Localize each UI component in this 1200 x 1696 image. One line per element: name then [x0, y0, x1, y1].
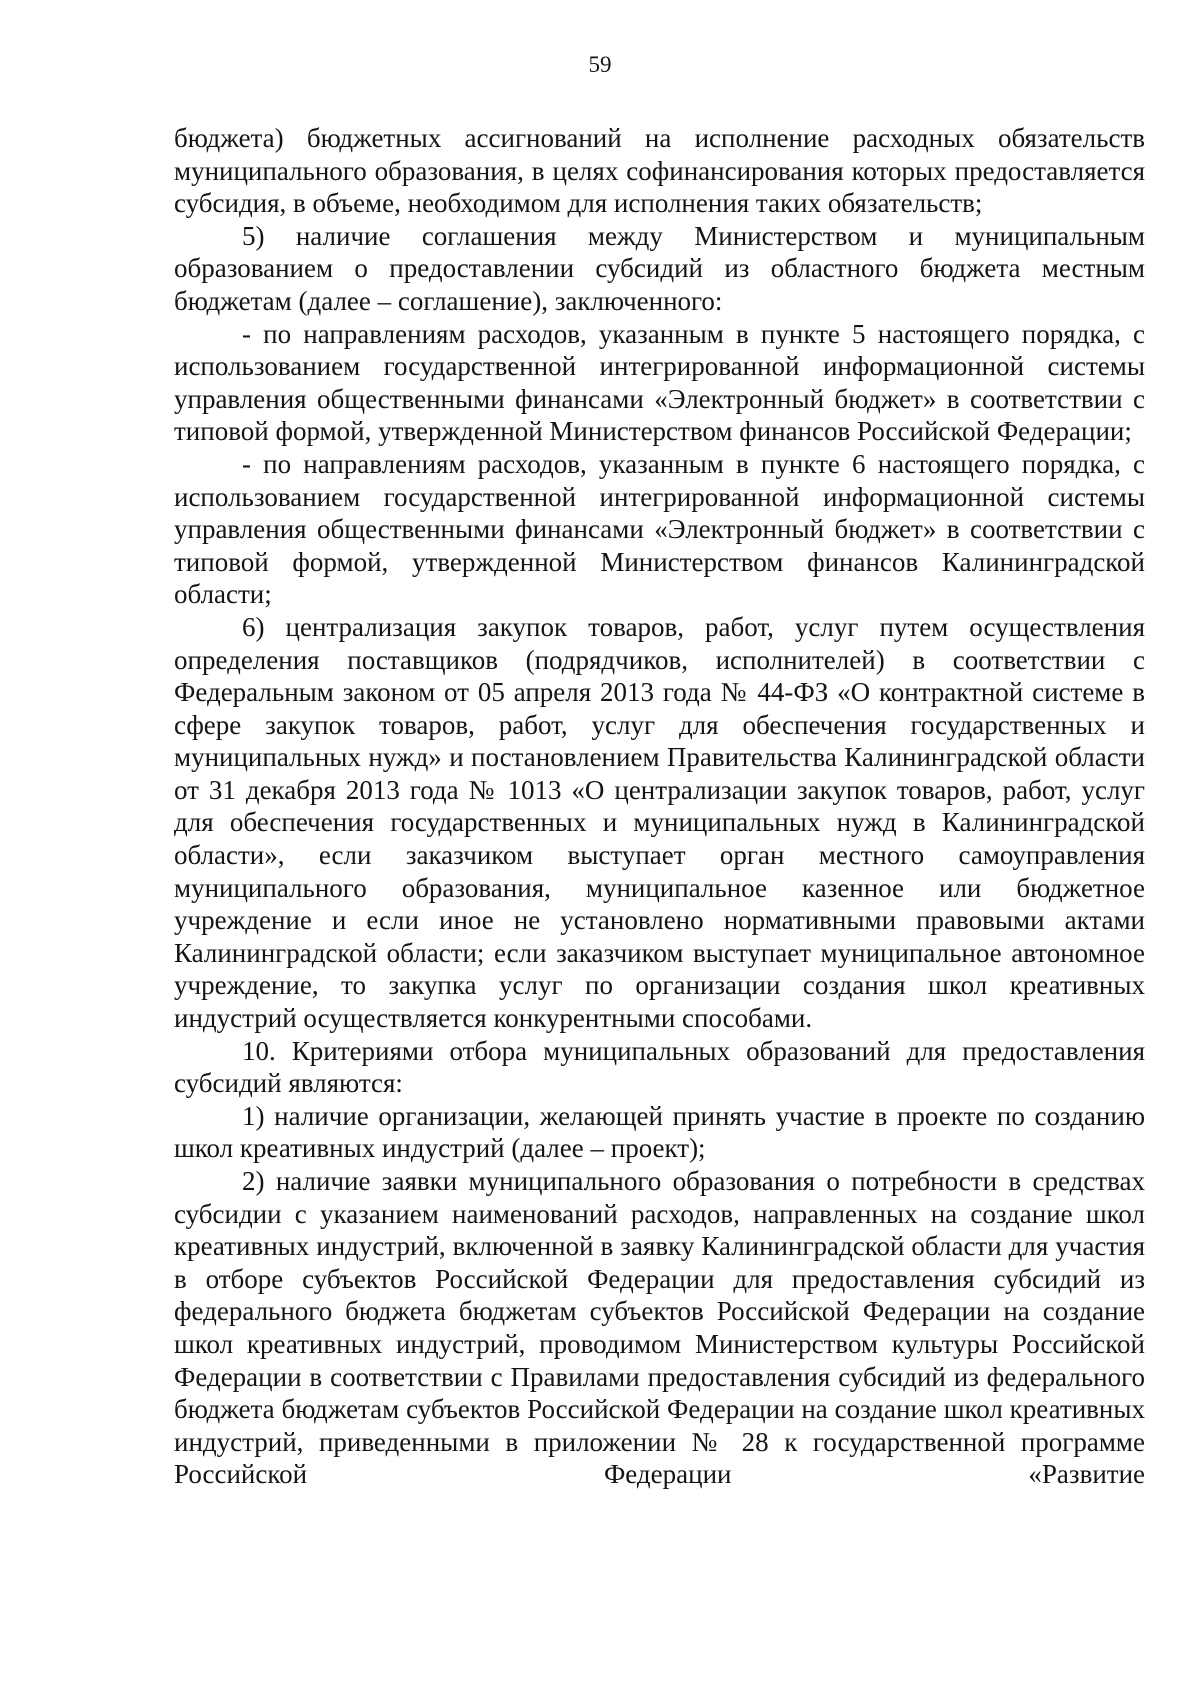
paragraph-item-6: 6) централизация закупок товаров, работ, услуг путем осуществления определения поставщиков (подрядчиков, исполнителей) в соответствии с Федеральным законом от 05 апреля 2013 года № 44-ФЗ «О контрактной системе в сфере закупок товаров, работ, услуг для обеспечения государственных и муниципальных нужд» и постановлением Правительства Калининградской области от 31 декабря 2013 года № 1013 «О централизации закупок товаров, работ, услуг для обеспечения государственных и муниципальных нужд в Калининградской области», если заказчиком выступает орган местного самоуправления муниципального образования, муниципальное казенное или бюджетное учреждение и если иное не установлено нормативными правовыми актами Калининградской области; если заказчиком выступает муниципальное автономное учреждение, то закупка услуг по организации создания школ креативных индустрий осуществляется конкурентными способами. [174, 611, 1145, 1034]
paragraph-criterion-1: 1) наличие организации, желающей принять участие в проекте по созданию школ креативных индустрий (далее – проект); [174, 1100, 1145, 1164]
paragraph-item-5: 5) наличие соглашения между Министерством и муниципальным образованием о предоставлении субсидий из областного бюджета местным бюджетам (далее – соглашение), заключенного: [174, 220, 1145, 316]
document-body [174, 122, 1145, 1491]
paragraph-dash-item-point-6: - по направлениям расходов, указанным в пункте 6 настоящего порядка, с использованием государственной интегрированной информационной системы управления общественными финансами «Электронный бюджет» в соответствии с типовой формой, утвержденной Министерством финансов Калининградской области; [174, 448, 1145, 610]
paragraph-continuation: бюджета) бюджетных ассигнований на исполнение расходных обязательств муниципального образования, в целях софинансирования которых предоставляется субсидия, в объеме, необходимом для исполнения таких обязательств; [174, 123, 1145, 219]
paragraph-criterion-2: 2) наличие заявки муниципального образования о потребности в средствах субсидии с указанием наименований расходов, направленных на создание школ креативных индустрий, включенной в заявку Калининградской области для участия в отборе субъектов Российской Федерации для предоставления субсидий из федерального бюджета бюджетам субъектов Российской Федерации на создание школ креативных индустрий, проводимом Министерством культуры Российской Федерации в соответствии с Правилами предоставления субсидий из федерального бюджета бюджетам субъектов Российской Федерации на создание школ креативных индустрий, приведенными в приложении № 28 к государственной программе Российской Федерации «Развитие [174, 1166, 1145, 1490]
paragraph-dash-item-point-5: - по направлениям расходов, указанным в пункте 5 настоящего порядка, с использованием государственной интегрированной информационной системы управления общественными финансами «Электронный бюджет» в соответствии с типовой формой, утвержденной Министерством финансов Российской Федерации; [174, 318, 1145, 447]
page-number: 59 [588, 52, 612, 77]
paragraph-clause-10: 10. Критериями отбора муниципальных образований для предоставления субсидий являются: [174, 1035, 1145, 1099]
